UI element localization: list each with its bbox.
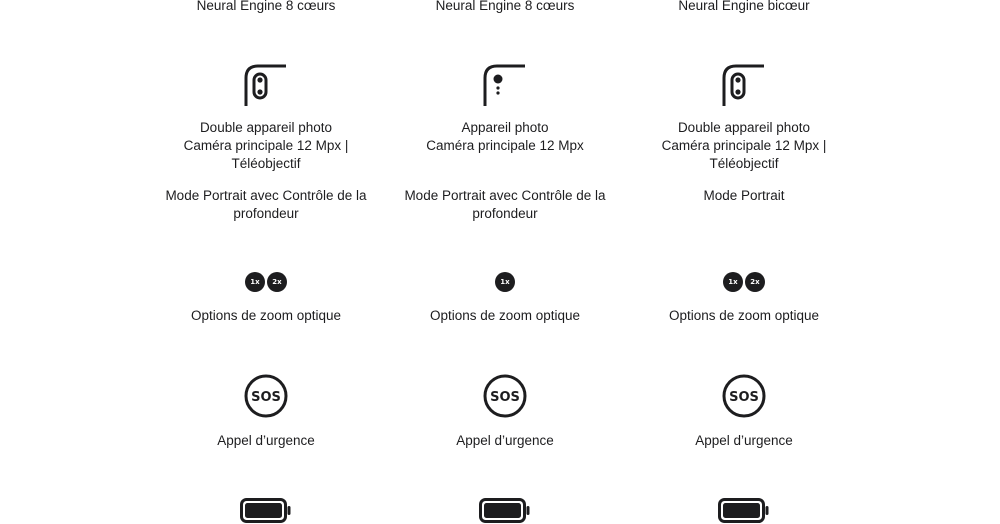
camera-line: Caméra principale 12 Mpx |: [661, 138, 827, 153]
portrait-line: Mode Portrait avec Contrôle de la: [165, 188, 367, 203]
camera-line: Téléobjectif: [231, 156, 301, 171]
chip-label: Neural Engine bicœur: [678, 0, 810, 13]
compare-column-1: [156, 0, 376, 520]
zoom-label: Options de zoom optique: [190, 308, 342, 323]
chip-label: Neural Engine 8 cœurs: [196, 0, 336, 13]
zoom-1x-badge: 1x: [245, 272, 265, 292]
emergency-label: Appel d’urgence: [217, 433, 315, 448]
portrait-mode-text: [634, 187, 854, 205]
portrait-line: profondeur: [233, 206, 299, 221]
camera-line: Double appareil photo: [199, 120, 333, 135]
zoom-options: [156, 272, 376, 292]
camera-line: Téléobjectif: [709, 156, 779, 171]
zoom-2x-badge: 2x: [745, 272, 765, 292]
compare-column-2: [395, 0, 615, 520]
chip-label: Neural Engine 8 cœurs: [435, 0, 575, 13]
dual-camera-icon: [244, 64, 288, 108]
camera-line: Caméra principale 12 Mpx: [426, 138, 584, 153]
sos-icon: [483, 374, 527, 418]
battery-icon: [718, 498, 770, 524]
zoom-2x-badge: 2x: [267, 272, 287, 292]
emergency-label: Appel d’urgence: [456, 433, 554, 448]
sos-badge-text: SOS: [490, 390, 520, 405]
camera-description: [156, 119, 376, 173]
battery-icon: [240, 498, 292, 524]
portrait-line: Mode Portrait avec Contrôle de la: [404, 188, 606, 203]
camera-line: Double appareil photo: [677, 120, 811, 135]
zoom-options: [634, 272, 854, 292]
portrait-mode-text: [395, 187, 615, 223]
single-camera-icon: [483, 64, 527, 108]
camera-line: Caméra principale 12 Mpx |: [183, 138, 349, 153]
compare-column-3: [634, 0, 854, 520]
battery-icon: [479, 498, 531, 524]
sos-icon: [244, 374, 288, 418]
camera-line: Appareil photo: [461, 120, 549, 135]
portrait-line: profondeur: [472, 206, 538, 221]
zoom-1x-badge: 1x: [495, 272, 515, 292]
emergency-label: Appel d’urgence: [695, 433, 793, 448]
sos-icon: [722, 374, 766, 418]
zoom-label: Options de zoom optique: [429, 308, 581, 323]
zoom-label: Options de zoom optique: [668, 308, 820, 323]
portrait-line: Mode Portrait: [703, 188, 785, 203]
zoom-options: [395, 272, 615, 292]
camera-description: [395, 119, 615, 155]
dual-camera-icon: [722, 64, 766, 108]
zoom-1x-badge: 1x: [723, 272, 743, 292]
portrait-mode-text: [156, 187, 376, 223]
sos-badge-text: SOS: [251, 390, 281, 405]
sos-badge-text: SOS: [729, 390, 759, 405]
camera-description: [634, 119, 854, 173]
